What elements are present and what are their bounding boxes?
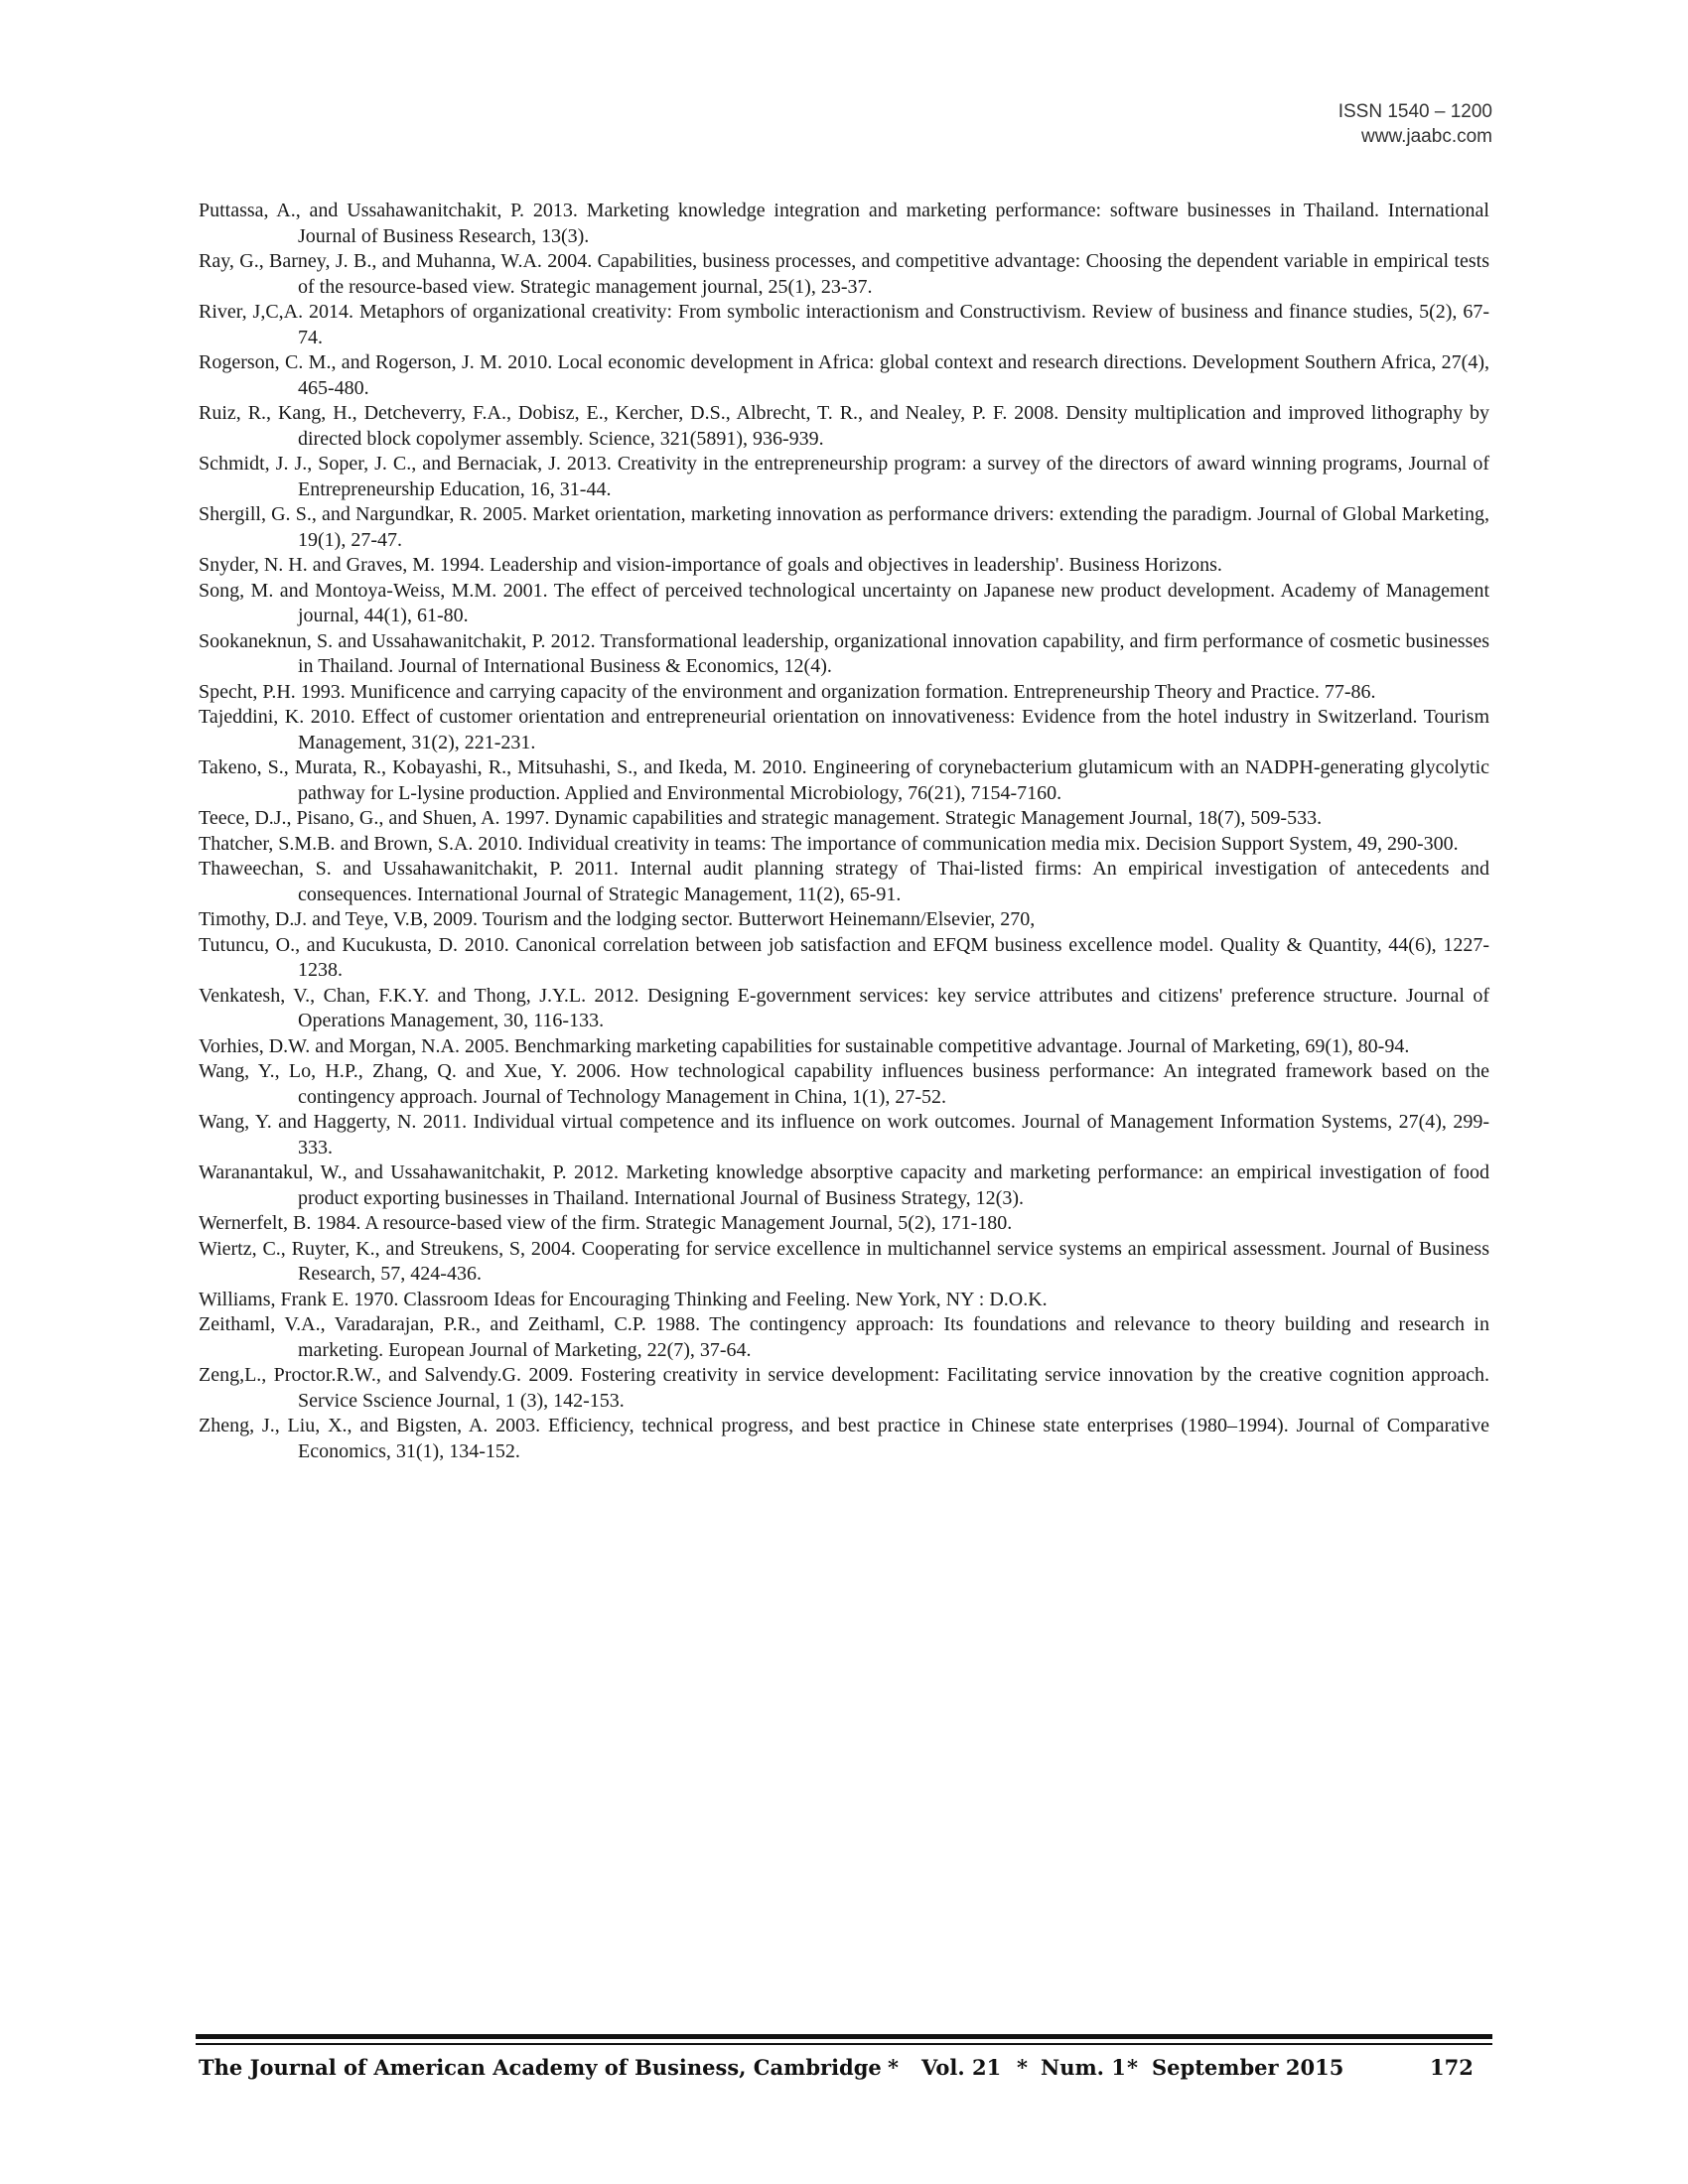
reference-entry: Rogerson, C. M., and Rogerson, J. M. 2010. Local economic development in Africa: global context and research directions. Development Southern Africa, 27(4), 465-480. — [199, 351, 1489, 399]
reference-entry: Ray, G., Barney, J. B., and Muhanna, W.A. 2004. Capabilities, business processes, and competitive advantage: Choosing the dependent variable in empirical tests of the resource-based view. Strategic management journal, 25(1), 23-37. — [199, 250, 1489, 298]
reference-entry: Tajeddini, K. 2010. Effect of customer orientation and entrepreneurial orientation on innovativeness: Evidence from the hotel industry in Switzerland. Tourism Management, 31(2), 221-231. — [199, 706, 1489, 753]
footer-rule-thin — [196, 2043, 1492, 2045]
reference-entry: Zheng, J., Liu, X., and Bigsten, A. 2003. Efficiency, technical progress, and best practice in Chinese state enterprises (1980–1994). Journal of Comparative Economics, 31(1), 134-152. — [199, 1415, 1489, 1462]
footer-number: Num. 1 — [1041, 2055, 1126, 2080]
footer-separator: * — [1017, 2055, 1028, 2080]
footer-date: September 2015 — [1152, 2055, 1344, 2080]
reference-entry: Takeno, S., Murata, R., Kobayashi, R., Mitsuhashi, S., and Ikeda, M. 2010. Engineering of corynebacterium glutamicum with an NADPH-generating glycolytic pathway for L-lysine production. Applied and Environmental Microbiology, 76(21), 7154-7160. — [199, 756, 1489, 804]
reference-entry: River, J,C,A. 2014. Metaphors of organizational creativity: From symbolic interactionism and Constructivism. Review of business and finance studies, 5(2), 67-74. — [199, 301, 1489, 348]
reference-entry: Wang, Y., Lo, H.P., Zhang, Q. and Xue, Y. 2006. How technological capability influences business performance: An integrated framework based on the contingency approach. Journal of Technology Management in China, 1(1), 27-52. — [199, 1060, 1489, 1108]
reference-entry: Sookaneknun, S. and Ussahawanitchakit, P. 2012. Transformational leadership, organizational innovation capability, and firm performance of cosmetic businesses in Thailand. Journal of International Business & Economics, 12(4). — [199, 629, 1489, 677]
reference-entry: Vorhies, D.W. and Morgan, N.A. 2005. Benchmarking marketing capabilities for sustainable competitive advantage. Journal of Marketing, 69(1), 80-94. — [199, 1034, 1410, 1057]
reference-entry: Schmidt, J. J., Soper, J. C., and Bernaciak, J. 2013. Creativity in the entrepreneurship program: a survey of the directors of award winning programs, Journal of Entrepreneurship Education, 16, 31-44. — [199, 453, 1489, 500]
issn-label: ISSN 1540 – 1200 — [1337, 101, 1492, 122]
reference-entry: Venkatesh, V., Chan, F.K.Y. and Thong, J.Y.L. 2012. Designing E-government services: key service attributes and citizens' preference structure. Journal of Operations Management, 30, 116-133. — [199, 984, 1489, 1031]
page-number: 172 — [1430, 2055, 1474, 2080]
reference-entry: Waranantakul, W., and Ussahawanitchakit, P. 2012. Marketing knowledge absorptive capacity and marketing performance: an empirical investigation of food product exporting businesses in Thailand. International Journal of Business Strategy, 12(3). — [199, 1161, 1489, 1209]
reference-entry: Song, M. and Montoya-Weiss, M.M. 2001. The effect of perceived technological uncertainty on Japanese new product development. Academy of Management journal, 44(1), 61-80. — [199, 579, 1489, 626]
page-header — [1338, 99, 1492, 149]
reference-entry: Specht, P.H. 1993. Munificence and carrying capacity of the environment and organization formation. Entrepreneurship Theory and Practice. 77-86. — [199, 680, 1376, 703]
reference-entry: Puttassa, A., and Ussahawanitchakit, P. 2013. Marketing knowledge integration and marketing performance: software businesses in Thailand. International Journal of Business Research, 13(3). — [199, 200, 1489, 247]
reference-entry: Tutuncu, O., and Kucukusta, D. 2010. Canonical correlation between job satisfaction and EFQM business excellence model. Quality & Quantity, 44(6), 1227-1238. — [199, 933, 1489, 981]
reference-entry: Ruiz, R., Kang, H., Detcheverry, F.A., Dobisz, E., Kercher, D.S., Albrecht, T. R., and Nealey, P. F. 2008. Density multiplication and improved lithography by directed block copolymer assembly. Science, 321(5891), 936-939. — [199, 402, 1489, 450]
footer-separator: * — [888, 2055, 899, 2080]
footer-rule-thick — [196, 2034, 1492, 2039]
footer-volume: Vol. 21 — [921, 2055, 1002, 2080]
reference-entry: Zeithaml, V.A., Varadarajan, P.R., and Zeithaml, C.P. 1988. The contingency approach: Its foundations and relevance to theory building and research in marketing. European Journal of Marketing, 22(7), 37-64. — [199, 1313, 1489, 1361]
reference-entry: Wiertz, C., Ruyter, K., and Streukens, S, 2004. Cooperating for service excellence in multichannel service systems an empirical assessment. Journal of Business Research, 57, 424-436. — [199, 1237, 1489, 1285]
reference-entry: Zeng,L., Proctor.R.W., and Salvendy.G. 2009. Fostering creativity in service development: Facilitating service innovation by the creative cognition approach. Service Sscience Journal, 1 (3), 142-153. — [199, 1364, 1489, 1412]
reference-entry: Wang, Y. and Haggerty, N. 2011. Individual virtual competence and its influence on work outcomes. Journal of Management Information Systems, 27(4), 299-333. — [199, 1111, 1489, 1159]
footer-separator: * — [1127, 2055, 1138, 2080]
reference-entry: Shergill, G. S., and Nargundkar, R. 2005. Market orientation, marketing innovation as performance drivers: extending the paradigm. Journal of Global Marketing, 19(1), 27-47. — [199, 503, 1489, 551]
website-link[interactable]: www.jaabc.com — [1361, 126, 1492, 147]
reference-entry: Thaweechan, S. and Ussahawanitchakit, P. 2011. Internal audit planning strategy of Thai-listed firms: An empirical investigation of antecedents and consequences. International Journal of Strategic Management, 11(2), 65-91. — [199, 858, 1489, 905]
reference-entry: Snyder, N. H. and Graves, M. 1994. Leadership and vision-importance of goals and objectives in leadership'. Business Horizons. — [199, 554, 1222, 576]
reference-entry: Teece, D.J., Pisano, G., and Shuen, A. 1997. Dynamic capabilities and strategic management. Strategic Management Journal, 18(7), 509-533. — [199, 807, 1323, 829]
reference-entry: Timothy, D.J. and Teye, V.B, 2009. Tourism and the lodging sector. Butterwort Heinemann/Elsevier, 270, — [199, 908, 1036, 930]
footer-journal-name: The Journal of American Academy of Business, Cambridge — [199, 2055, 882, 2080]
reference-entry: Williams, Frank E. 1970. Classroom Ideas for Encouraging Thinking and Feeling. New York, NY : D.O.K. — [199, 1288, 1048, 1310]
reference-list — [199, 199, 1489, 1464]
reference-entry: Thatcher, S.M.B. and Brown, S.A. 2010. Individual creativity in teams: The importance of communication media mix. Decision Support System, 49, 290-300. — [199, 832, 1459, 855]
reference-entry: Wernerfelt, B. 1984. A resource-based view of the firm. Strategic Management Journal, 5(2), 171-180. — [199, 1212, 1013, 1234]
